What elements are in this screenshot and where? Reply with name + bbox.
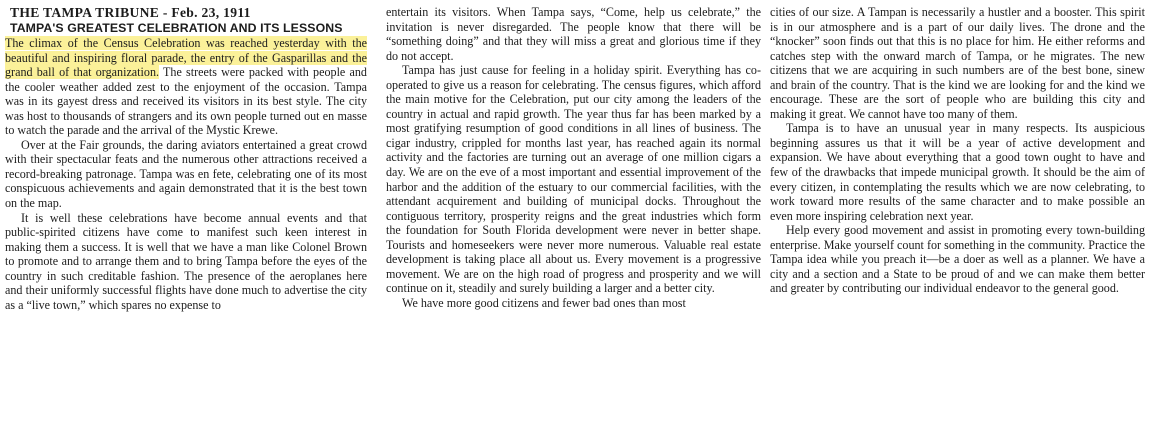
paragraph: Tampa has just cause for feeling in a holiday spirit. Everything has co-operated to give us a reason for celebrating. The census figures, which afford the main motive for the Celebration, put our city among the leaders of the country in actual and rapid growth. The year thus far has been marked by a most gratifying resumption of good conditions in all lines of business. The cigar industry, crippled for months last year, has reached again its normal activity and the factories are turning out an average of one million cigars a day. We are on the eve of a most important and essential improvement of the harbor and the addition of the estuary to our commercial facilities, with the attendant acquirement and building of municipal docks. Throughout the contiguous territory, prosperity reigns and the great industries which form the foundation for South Florida development were never in better shape. Tourists and homeseekers were never more numerous. Valuable real estate development is taking place all about us. Every movement is a progressive movement. We are on the high road of progress and prosperity and we will continue on it, steadily and surely building a larger and a better city. [386,63,761,296]
lead-paragraph [5,36,367,138]
paragraph: It is well these celebrations have become annual events and that public-spirited citizens have come to manifest such keen interest in making them a success. It is well that we have a man like Colonel Brown to promote and to arrange them and to bring Tampa before the eyes of the country in such creditable fashion. The presence of the aeroplanes here and their uniformly successful flights have done much to advertise the city as a “live town,” which spares no expense to [5,210,367,312]
highlighted-text: The climax of the Census Celebration was reached yesterday with the beautiful and inspiring floral parade, the entry of the Gasparillas and the grand ball of that organization. [5,36,367,80]
column-2 [386,5,761,310]
column-3 [770,5,1145,296]
paragraph: Tampa is to have an unusual year in many respects. Its auspicious beginning assures us that it will be a year of active development and expansion. We have about everything that a good town ought to have and few of the drawbacks that impede municipal growth. It should be the aim of every citizen, in contemplating the results which we are now celebrating, to work toward more results of the same character and to make possible an even more inspiring celebration next year. [770,121,1145,223]
column-1 [5,5,367,312]
paragraph: Over at the Fair grounds, the daring aviators entertained a great crowd with their spectacular feats and the numerous other attractions received a record-breaking patronage. Tampa was en fete, celebrating one of its most conspicuous achievements and again demonstrated that it is the best town on the map. [5,137,367,211]
paragraph: We have more good citizens and fewer bad ones than most [402,295,686,310]
headline: TAMPA'S GREATEST CELEBRATION AND ITS LESSONS [10,21,343,35]
masthead: THE TAMPA TRIBUNE - Feb. 23, 1911 [10,5,251,20]
paragraph: cities of our size. A Tampan is necessarily a hustler and a booster. This spirit is in our atmosphere and is a part of our daily lives. The drone and the “knocker” soon finds out that this is no place for him. He either reforms and catches step with the onward march of Tampa, or he migrates. The new citizens that we are acquiring in such numbers are of the best bone, sinew and brain of the country. That is the kind we are looking for and the kind we encourage. These are the sort of people who are building this city and making it great. We cannot have too many of them. [770,5,1145,121]
lead-paragraph-rest: The streets were packed with people and the cooler weather added zest to the enjoyment of the occasion. Tampa was in its gayest dress and received its visitors in its best style. The city was host to thousands of strangers and its own people turned out en masse to watch the parade and the arrival of the Mystic Krewe. [5,65,367,138]
paragraph: Help every good movement and assist in promoting every town-building enterprise. Make yourself count for something in the community. Practice the Tampa idea while you preach it—be a doer as well as a planner. We have a city and a section and a State to be proud of and we can make them better and greater by contributing our individual endeavor to the general good. [770,223,1145,296]
paragraph: entertain its visitors. When Tampa says, “Come, help us celebrate,” the invitation is never disregarded. The people know that there will be “something doing” and that they will miss a great and glorious time if they do not accept. [386,5,761,63]
